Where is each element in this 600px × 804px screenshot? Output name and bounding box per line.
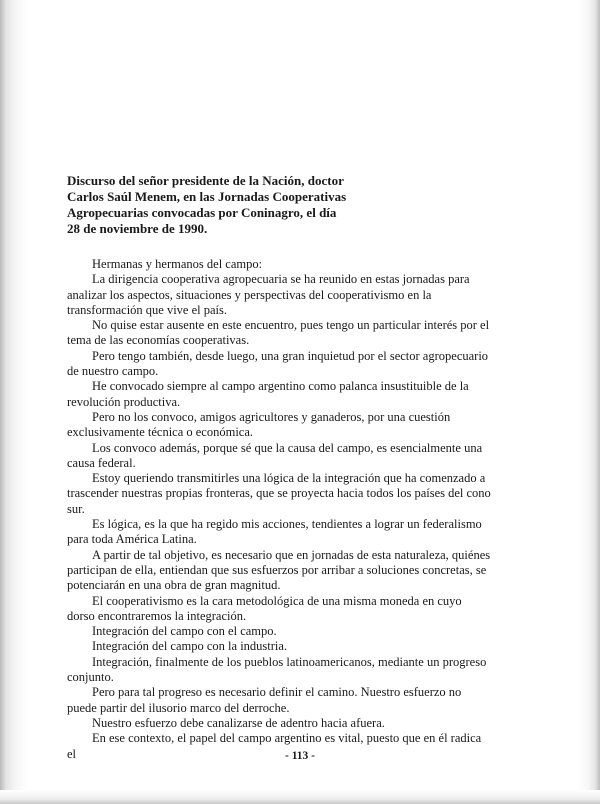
paragraph: La dirigencia cooperativa agropecuaria se ha reunido en estas jornadas para analizar los aspectos, situaciones y perspectivas del cooperativismo en la transformación que vive el país.	[67, 272, 470, 317]
paragraph: Pero no los convoco, amigos agricultores y ganaderos, por una cuestión exclusivamente técnica o económica.	[67, 409, 451, 440]
paragraph: El cooperativismo es la cara metodológica de una misma moneda en cuyo dorso encontraremos la integración.	[67, 593, 462, 623]
speech-body	[67, 257, 492, 762]
paragraph: Los convoco además, porque sé que la causa del campo, es esencialmente una causa federal.	[67, 440, 483, 470]
paragraph: Nuestro esfuerzo debe canalizarse de adentro hacia afuera.	[92, 715, 385, 730]
paragraph: Pero tengo también, desde luego, una gran inquietud por el sector agropecuario de nuestro campo.	[67, 348, 489, 379]
paragraph: No quise estar ausente en este encuentro, pues tengo un particular interés por el tema de las economías cooperativas.	[67, 318, 490, 348]
paragraph: He convocado siempre al campo argentino como palanca insustituible de la revolución productiva.	[67, 379, 469, 409]
document-page	[67, 173, 492, 762]
paragraph: En ese contexto, el papel del campo argentino es vital, puesto que en él radica el	[67, 731, 482, 761]
paragraph: Integración del campo con la industria.	[92, 639, 288, 654]
paragraph: Integración del campo con el campo.	[92, 624, 277, 639]
scan-shadow-bottom	[0, 790, 600, 804]
paragraph: Estoy queriendo transmitirles una lógica de la integración que ha comenzado a trascender nuestras propias fronteras, que se proyecta hacia todos los países del cono sur.	[67, 471, 491, 516]
scan-shadow-left	[0, 0, 28, 804]
paragraph: Pero para tal progreso es necesario definir el camino. Nuestro esfuerzo no puede partir del ilusorio marco del derroche.	[67, 685, 462, 715]
paragraph: Es lógica, es la que ha regido mis acciones, tendientes a lograr un federalismo para toda América Latina.	[67, 517, 482, 547]
paragraph: A partir de tal objetivo, es necesario que en jornadas de esta naturaleza, quiénes participan de ella, entiendan que sus esfuerzos por arribar a soluciones concretas, se potenciarán en una obra de gran magnitud.	[67, 547, 491, 593]
page-number: - 113 -	[284, 750, 316, 762]
scan-shadow-right	[578, 0, 600, 804]
paragraph: Hermanas y hermanos del campo:	[92, 257, 263, 271]
speech-heading: Discurso del señor presidente de la Nación, doctor Carlos Saúl Menem, en las Jornadas Cooperativas Agropecuarias convocadas por Coninagro, el día 28 de noviembre de 1990.	[67, 173, 347, 236]
paragraph: Integración, finalmente de los pueblos latinoamericanos, mediante un progreso conjunto.	[67, 654, 487, 685]
